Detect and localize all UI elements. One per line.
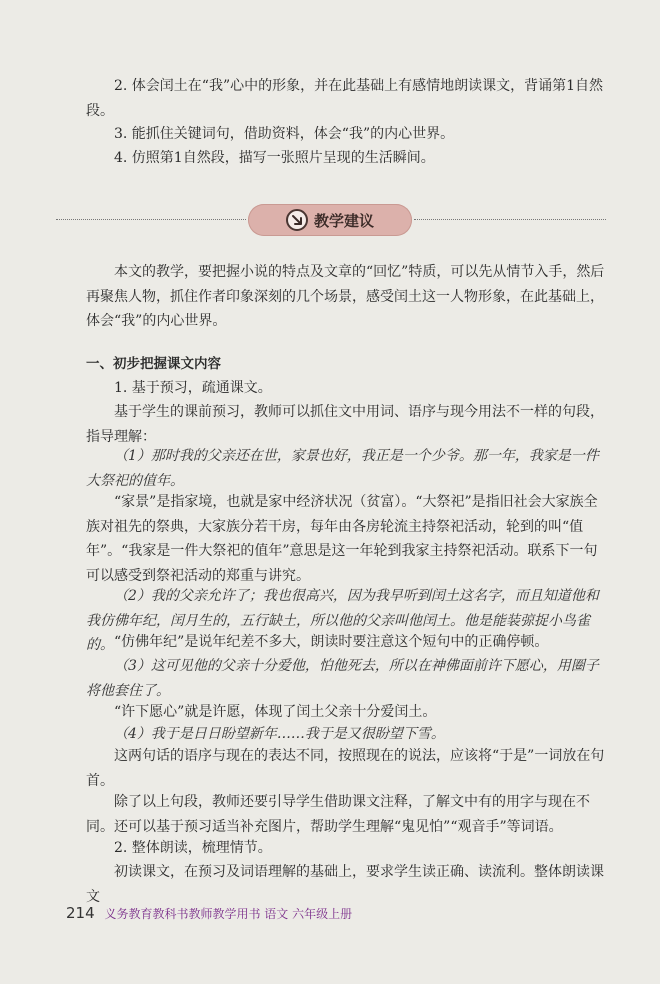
- paragraph-4: “许下愿心”就是许愿，体现了闰土父亲十分爱闰土。: [114, 704, 437, 720]
- quote-4: （4）我于是日日盼望新年……我于是又很盼望下雪。: [114, 726, 445, 742]
- heading-1: 一、初步把握课文内容: [86, 356, 221, 372]
- subheading-1: 1. 基于预习，疏通课文。: [114, 380, 272, 396]
- paragraph-5: 这两句话的语序与现在的表达不同，按照现在的说法，应该将“于是”一词放在句首。: [86, 748, 605, 789]
- paragraph-3: “仿佛年纪”是说年纪差不多大，朗读时要注意这个短句中的正确停顿。: [114, 634, 549, 650]
- paragraph-1: 基于学生的课前预习，教师可以抓住文中用词、语序与现今用法不一样的句段，指导理解：: [86, 404, 604, 445]
- subheading-2: 2. 整体朗读，梳理情节。: [114, 840, 272, 856]
- paragraph-6: 除了以上句段，教师还要引导学生借助课文注释，了解文中有的用字与现在不同。还可以基于预习适当补充图片，帮助学生理解“鬼见怕”“观音手”等词语。: [86, 794, 590, 835]
- section-banner: [248, 204, 412, 236]
- banner-divider-left: [56, 219, 246, 220]
- page-footer: [66, 904, 352, 922]
- paragraph-2: “家景”是指家境，也就是家中经济状况（贫富）。“大祭祀”是指旧社会大家族全族对祖先的祭典，大家族分若干房，每年由各房轮流主持祭祀活动，轮到的叫“值年”。“我家是一件大祭祀的值年”意思是这一年轮到我家主持祭祀活动。联系下一句可以感受到祭祀活动的郑重与讲究。: [86, 494, 598, 584]
- intro-paragraph: 本文的教学，要把握小说的特点及文章的“回忆”特质，可以先从情节入手，然后再聚焦人物，抓住作者印象深刻的几个场景，感受闰土这一人物形象，在此基础上，体会“我”的内心世界。: [86, 264, 605, 329]
- book-title: 义务教育教科书教师教学用书 语文 六年级上册: [104, 907, 353, 921]
- paragraph-7: 初读课文，在预习及词语理解的基础上，要求学生读正确、读流利。整体朗读课文: [86, 864, 604, 905]
- objective-2: 2. 体会闰土在“我”心中的形象，并在此基础上有感情地朗读课文，背诵第1自然段。: [86, 78, 604, 119]
- quote-1: （1）那时我的父亲还在世，家景也好，我正是一个少爷。那一年，我家是一件大祭祀的值年。: [86, 448, 599, 489]
- quote-2: （2）我的父亲允许了；我也很高兴，因为我早听到闰土这名字，而且知道他和我仿佛年纪，闰月生的，五行缺土，所以他的父亲叫他闰土。他是能装弶捉小鸟雀的。: [86, 588, 599, 653]
- arrow-down-right-icon: [286, 209, 308, 231]
- banner-divider-right: [414, 219, 606, 220]
- page-number: 214: [66, 904, 95, 922]
- quote-3: （3）这可见他的父亲十分爱他，怕他死去，所以在神佛面前许下愿心，用圈子将他套住了。: [86, 658, 599, 699]
- objective-3: 3. 能抓住关键词句，借助资料，体会“我”的内心世界。: [114, 126, 455, 142]
- section-title: 教学建议: [313, 211, 374, 230]
- objective-4: 4. 仿照第1自然段，描写一张照片呈现的生活瞬间。: [114, 150, 435, 166]
